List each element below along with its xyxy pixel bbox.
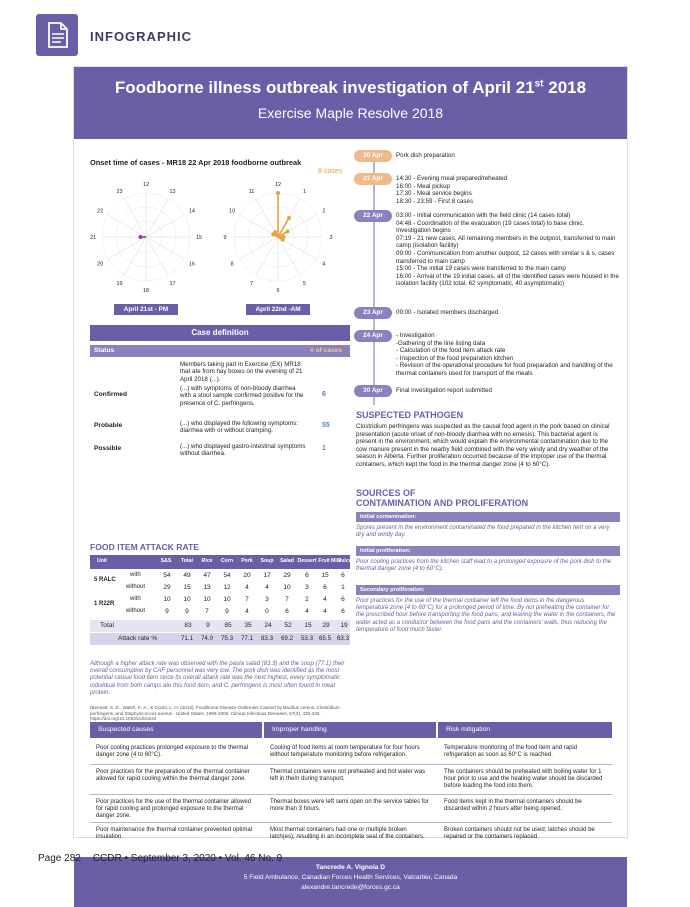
- attack-cell: 3: [305, 584, 309, 591]
- attack-cell: 6: [341, 596, 345, 603]
- col-suspected-causes: Suspected causes: [90, 722, 262, 738]
- hour-tick-label: 8: [230, 261, 234, 268]
- total-cell: 19: [340, 622, 348, 629]
- hour-tick-label: 20: [97, 261, 104, 268]
- total-cell: 83: [184, 622, 192, 629]
- spoke: [256, 237, 278, 275]
- attack-cell: 7: [245, 596, 249, 603]
- timeline-date: 20 Apr: [354, 150, 392, 162]
- hour-tick-label: 3: [329, 235, 333, 241]
- mitigation-cell: Food items kept in the thermal containers should be discarded within 2 hours after being opened.: [444, 799, 582, 813]
- source-head-1: Initial contamination:: [356, 512, 620, 522]
- spoke: [108, 215, 146, 237]
- total-cell: 35: [244, 622, 252, 629]
- author-name: Tancrede A. Vignola D: [315, 864, 386, 871]
- case-definition-title: Case definition: [90, 325, 350, 341]
- with-label: with: [130, 572, 141, 578]
- hour-tick-label: 1: [302, 189, 307, 196]
- attack-cell: 4: [265, 584, 269, 591]
- attack-rate-title: FOOD ITEM ATTACK RATE: [90, 542, 199, 552]
- timeline-date: 22 Apr: [354, 210, 392, 222]
- case-count-point: [276, 191, 280, 195]
- timeline-entry: [396, 387, 620, 395]
- attack-cell: 29: [283, 572, 291, 579]
- mitigation-cell: Thermal boxes were left semi open on the service tables for more than 3 hours.: [270, 799, 429, 813]
- timeline-entry: [396, 175, 620, 205]
- timeline-line-text: - Calculation of the food item attack rate: [396, 347, 506, 355]
- source-text-1: Spores present in the environment contaminated the food prepared in the kitchen tent on a very dry and windy day.: [356, 525, 610, 539]
- row-separator: [90, 794, 612, 795]
- col-improper-handling: Improper handling: [264, 722, 436, 738]
- spoke: [124, 199, 146, 237]
- hour-tick-label: 14: [188, 208, 195, 215]
- attack-cell: 4: [323, 608, 327, 615]
- attack-cell: 49: [183, 572, 191, 579]
- attack-rate-cell: 53.3: [300, 635, 314, 642]
- attack-cell: 15: [321, 572, 329, 579]
- attack-cell: 54: [223, 572, 231, 579]
- case-definition-table: Case definition Status # of cases Members taking part in Exercise (EX) MR18 that ate from hay boxes on the evening of 21 April 2018 (...). Confirmed (...) with symptoms of non-bloody diarrhea with a stool sample confirmed positive for the presence of C. perfringens. 6 Probable (...) who displayed the following symptoms: diarrhea with or without cramping. 55 Possible (...) who displayed gastro-intestinal symptoms without diarrhea. 1: [90, 325, 350, 525]
- section-label: INFOGRAPHIC: [90, 29, 192, 44]
- attack-rate-cell: 83.3: [260, 635, 274, 642]
- hour-tick-label: 4: [322, 261, 326, 268]
- without-label: without: [126, 584, 146, 590]
- total-cell: 52: [284, 622, 292, 629]
- mitigation-cell: Poor practices for the use of the thermal container allowed for rapid cooling and prolonged exposure to the thermal danger zone.: [96, 799, 252, 820]
- total-cell: 29: [322, 622, 330, 629]
- attack-cell: 4: [323, 596, 327, 603]
- mitigation-cell: Temperature monitoring of the food item and rapid refrigeration as soon as 60°C is reached.: [444, 745, 578, 759]
- total-cell: 15: [304, 622, 312, 629]
- case-count-point: [281, 238, 285, 242]
- attack-cell: 54: [163, 572, 171, 579]
- spoke: [108, 237, 146, 259]
- pm-tag: April 21st - PM: [114, 304, 178, 315]
- timeline-date: 21 Apr: [354, 173, 392, 185]
- attack-cell: 6: [341, 572, 345, 579]
- hour-tick-label: 13: [169, 189, 176, 196]
- attack-cell: 10: [163, 596, 171, 603]
- hour-tick-label: 2: [322, 208, 326, 215]
- author-affiliation: 5 Field Ambulance, Canadian Forces Health Services, Valcartier, Canada: [243, 874, 458, 881]
- attack-cell: 12: [223, 584, 231, 591]
- attack-cell: 6: [341, 608, 345, 615]
- timeline-line-text: 16:00 - Meal pickup: [396, 182, 450, 190]
- attack-cell: 47: [203, 572, 211, 579]
- timeline-line-text: 16:00 - Arrival of the 19 initial cases, all of the identified cases were housed in the isolation facility (102 total, 62 symptomatic, 40 asymptomatic): [396, 272, 619, 288]
- attack-cell: 7: [285, 596, 289, 603]
- timeline-line-text: 09:00 - Communication from another outpost, 12 cases with similar s & s, cases transferred to main camp: [396, 249, 615, 265]
- hour-tick-label: 10: [229, 208, 236, 215]
- attack-cell: 4: [305, 608, 309, 615]
- hour-tick-label: 7: [249, 280, 254, 287]
- case-count-point: [287, 216, 291, 220]
- without-label: without: [126, 608, 146, 614]
- hour-tick-label: 9: [223, 235, 227, 241]
- attack-cell: 4: [245, 584, 249, 591]
- spoke: [146, 199, 168, 237]
- hour-tick-label: 12: [274, 182, 282, 188]
- hour-tick-label: 16: [188, 261, 195, 268]
- attack-rate-cell: 71.1: [180, 635, 194, 642]
- spoke: [124, 237, 146, 275]
- timeline-line-text: 15:00 - The initial 19 cases were transferred to the main camp: [396, 265, 566, 273]
- attack-cell: 0: [265, 608, 269, 615]
- attack-cell: 6: [323, 584, 327, 591]
- attack-cell: 13: [203, 584, 211, 591]
- source-head-3: Secondary proliferation:: [356, 585, 620, 595]
- hour-tick-label: 23: [116, 189, 123, 196]
- unit-label-1: 5 RALC: [94, 577, 116, 583]
- hour-tick-label: 19: [116, 280, 123, 287]
- attack-cell: 6: [305, 572, 309, 579]
- timeline-line-text: - Investigation: [396, 332, 435, 339]
- total-label: Total: [100, 622, 114, 629]
- attack-cell: 7: [205, 608, 209, 615]
- timeline-line-text: -Gathering of the line listing data: [396, 339, 486, 347]
- total-cell: 85: [224, 622, 232, 629]
- case-count-point: [139, 235, 143, 239]
- attack-cell: 9: [185, 608, 189, 615]
- attack-cell: 10: [283, 584, 291, 591]
- attack-cell: 1: [341, 584, 345, 591]
- pathogen-title: SUSPECTED PATHOGEN: [356, 410, 464, 420]
- sources-title-2: CONTAMINATION AND PROLIFERATION: [356, 498, 529, 508]
- row-separator: [90, 822, 612, 823]
- hour-tick-label: 6: [276, 288, 280, 294]
- pathogen-body: Clostridium perfringens was suspected as the causal food agent in the pork based on clinical presentation (acute onset of non-bloody diarrhea with no emesis). This bacterial agent is present in the environment, which would explain the environmental contamination due to the cow manure present in the nearby field combined with the very windy and dry weather of the season in Alberta. Further proliferation occurred because of the improper use of the thermal containers, which kept the food in the thermal danger zone (4 to 60°C).: [356, 423, 610, 468]
- timeline-entry: [396, 309, 620, 317]
- attack-cell: 10: [223, 596, 231, 603]
- case-count-point: [273, 230, 277, 234]
- timeline-line-text: 18:30 - 23:59 - First 8 cases: [396, 197, 474, 205]
- timeline-date: 24 Apr: [354, 330, 392, 342]
- timeline-entry: [396, 332, 620, 378]
- timeline-line-text: 03:00 - Initial communication with the field clinic (14 cases total): [396, 212, 571, 219]
- source-text-3: Poor practices for the use of the thermal container left the food items in the dangerous temperature zone (4 to 60°C) for a prolonged period of time. By not preheating the container for the prescribed hour before transporting the food pans, and leaving the water in the containers, the water acted as a conductor between the food pans and the containers' walls, thus reducing the temperature of food much faster.: [356, 598, 616, 633]
- attack-cell: 17: [263, 572, 271, 579]
- hour-tick-label: 15: [195, 235, 203, 241]
- attack-rate-cell: 77.1: [240, 635, 254, 642]
- timeline-line-text: 09:00 - Isolated members discharged: [396, 309, 499, 316]
- attack-cell: 4: [245, 608, 249, 615]
- hour-tick-label: 21: [89, 235, 97, 241]
- hour-tick-label: 18: [142, 288, 150, 294]
- attack-cell: 10: [183, 596, 191, 603]
- poster-subtitle: Exercise Maple Resolve 2018: [257, 105, 444, 121]
- total-cell: 9: [206, 622, 210, 629]
- timeline-line-text: 07:19 - 21 new cases, All remaining members in the outpost, transferred to main camp (isolation facility): [396, 234, 616, 250]
- with-label: with: [130, 596, 141, 602]
- timeline-line-text: 17:30 - Meal service begins: [396, 190, 472, 198]
- document-icon: [36, 14, 78, 56]
- sources-title-1: SOURCES OF: [356, 488, 416, 498]
- timeline-line-text: Final investigation report submitted: [396, 387, 492, 394]
- timeline-line-text: 14:30 - Evening meal prepared/reheated: [396, 175, 508, 182]
- mitigation-cell: Poor maintenance the thermal container prevented optimal insulation.: [96, 827, 253, 841]
- poster-title: Foodborne illness outbreak investigation of April 21st 2018: [114, 78, 587, 97]
- timeline-line-text: - Inspection of the food preparation kitchen: [396, 354, 514, 362]
- hour-tick-label: 17: [169, 280, 176, 287]
- attack-rate-note: Although a higher attack rate was observed with the pasta salad (83.3) and the soup (77.1) their overall consumption by CAF personnel was very low. The pork dish was identified as the most potential causal food item since its overall attack rate was the next highest, every symptomatic individual from both camps ate this food item, and C. perfringens is most often found in meat protein.: [90, 661, 345, 696]
- attack-rate-cell: 65.5: [318, 635, 332, 642]
- attack-cell: 29: [163, 584, 171, 591]
- mitigation-cell: Cooling of food items at room temperature for four hours without temperature monitoring before refrigeration.: [270, 745, 420, 759]
- attack-cell: 20: [243, 572, 251, 579]
- mitigation-cell: The containers should be preheated with boiling water for 1 hour prior to use and the heating water should be discarded before loading the food into them.: [444, 769, 603, 790]
- chart-legend: 8 cases: [318, 168, 343, 175]
- timeline-line-text: 04:48 - Coordination of the evacuation (19 cases total) to base clinic. Investigation begins: [396, 219, 585, 235]
- author-email: alexandre.tancrede@forces.gc.ca: [301, 884, 400, 891]
- attack-cell: 3: [265, 596, 269, 603]
- timeline-entry: [396, 152, 620, 160]
- attack-cell: 6: [285, 608, 289, 615]
- attack-cell: 9: [165, 608, 169, 615]
- timeline-entry: [396, 212, 620, 288]
- attack-rate-reference: (Bennett, S. D., Walsh, K. A., & Gould, L. H. (2013). Foodborne Disease Outbreaks Caused by Bacillus cereus, Clostridium perfringens, and Staphylococcus aureus - United States, 1998-2008. Clinical Infectious Diseases, 57(3), 425-433. https://doi.org/10.1093/cid/cit244: [90, 705, 340, 722]
- attack-rate-cell: 75.3: [220, 635, 234, 642]
- timeline-line-text: - Revision of the operational procedure for food preparation and handling of the thermal containers used for transport of the meals: [396, 362, 613, 377]
- hour-tick-label: 5: [302, 280, 307, 287]
- hour-tick-label: 22: [97, 208, 104, 215]
- hour-tick-label: 12: [142, 182, 150, 188]
- attack-rate-cell: 74.0: [200, 635, 214, 642]
- rate-label: Attack rate %: [118, 635, 158, 642]
- attack-rate-cell: 63.3: [336, 635, 350, 642]
- attack-cell: 2: [305, 596, 309, 603]
- mitigation-cell: Broken containers should not be used; latches should be repaired or the containers replaced.: [444, 827, 595, 841]
- attack-cell: 9: [225, 608, 229, 615]
- timeline-date: 30 Apr: [354, 385, 392, 397]
- spoke: [240, 237, 278, 259]
- attack-rate-header: Unit S&S Total Rice Corn Pork Soup Salad Dessert Fruit Milk Juice: [90, 555, 350, 569]
- total-cell: 24: [264, 622, 272, 629]
- col-risk-mitigation: Risk mitigation: [438, 722, 612, 738]
- spoke: [278, 237, 300, 275]
- mitigation-cell: Thermal containers were not preheated and hot water was left in them during transport.: [270, 769, 426, 783]
- source-text-2: Poor cooling practices from the kitchen staff lead to a prolonged exposure of the pork dish to the thermal danger zone (4 to 60°C).: [356, 559, 612, 573]
- chart-title: Onset time of cases - MR18 22 Apr 2018 foodborne outbreak: [90, 158, 302, 167]
- polar-chart-pm: [88, 170, 204, 305]
- mitigation-cell: Poor practices for the preparation of the thermal container allowed for rapid cooling within the thermal danger zone.: [96, 769, 250, 783]
- unit-label-2: 1 R22R: [94, 601, 115, 607]
- journal-info: CCDR • September 3, 2020 • Vol. 46 No. 9: [92, 853, 283, 864]
- spoke: [146, 237, 168, 275]
- timeline-line: [373, 155, 375, 405]
- mitigation-cell: Poor cooling practices prolonged exposure to the thermal danger zone (4 to 60°C).: [96, 745, 249, 759]
- hour-tick-label: 11: [248, 189, 255, 196]
- mitigation-cell: Most thermal containers had one or multiple broken latch(es), resulting in an incomplete seal of the containers.: [270, 827, 425, 841]
- case-count-point: [286, 230, 290, 234]
- timeline-line-text: Pork dish preparation: [396, 152, 455, 159]
- timeline-date: 23 Apr: [354, 307, 392, 319]
- attack-cell: 10: [203, 596, 211, 603]
- page-number: Page 282: [38, 853, 81, 864]
- case-definition-header: Status # of cases: [90, 345, 350, 357]
- spoke: [146, 237, 184, 259]
- page-footer: [38, 853, 282, 864]
- am-tag: April 22nd -AM: [246, 304, 310, 315]
- source-head-2: Initial proliferation:: [356, 546, 620, 556]
- polar-chart-am: [220, 170, 336, 305]
- spoke: [146, 215, 184, 237]
- attack-cell: 15: [183, 584, 191, 591]
- attack-rate-table: [90, 555, 350, 651]
- row-separator: [90, 764, 612, 765]
- attack-rate-cell: 69.2: [280, 635, 294, 642]
